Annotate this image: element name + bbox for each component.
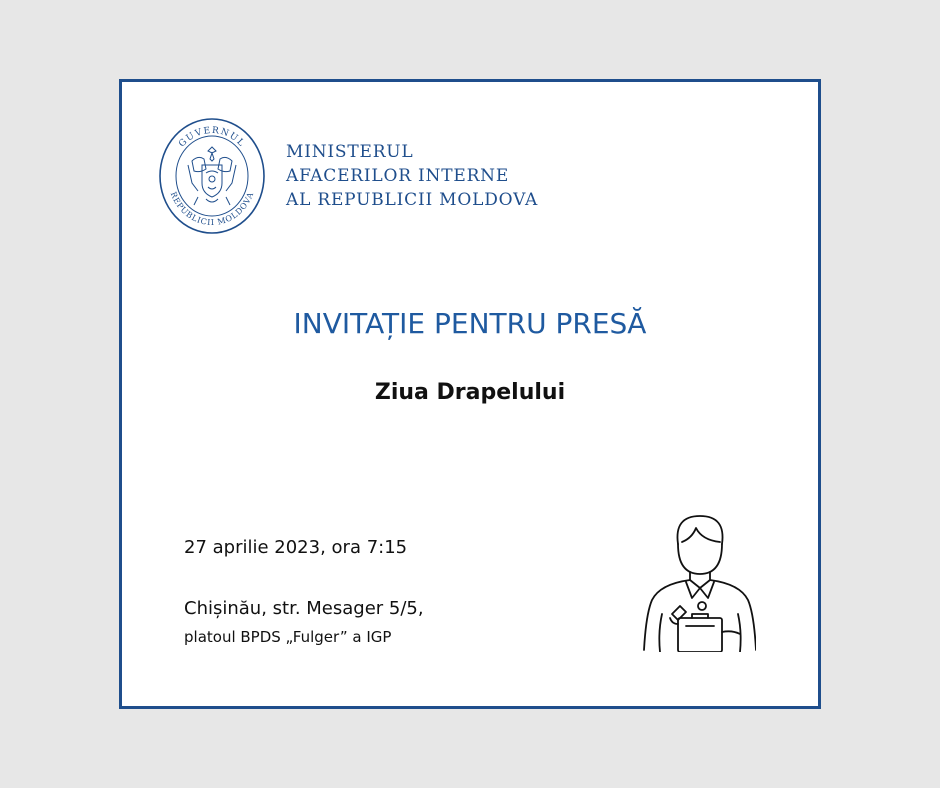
seal-bottom-text: REPUBLICII MOLDOVA <box>168 190 256 228</box>
event-address-line-2: platoul BPDS „Fulger” a IGP <box>184 628 392 646</box>
reporter-with-notepad-icon <box>642 514 756 652</box>
invitation-title: INVITAȚIE PENTRU PRESĂ <box>293 307 647 340</box>
ministry-line-1: MINISTERUL <box>286 142 414 162</box>
ministry-name <box>286 140 538 212</box>
invitation-card <box>119 79 821 709</box>
svg-text:GUVERNUL <box>177 126 246 150</box>
event-address-line-1: Chișinău, str. Mesager 5/5, <box>184 598 424 619</box>
ministry-line-2: AFACERILOR INTERNE <box>286 166 510 186</box>
event-date: 27 aprilie 2023, ora 7:15 <box>184 537 408 558</box>
government-seal-icon <box>158 117 266 235</box>
event-name: Ziua Drapelului <box>374 380 566 405</box>
ministry-line-3: AL REPUBLICII MOLDOVA <box>286 190 539 210</box>
seal-top-text: GUVERNUL <box>177 125 247 150</box>
